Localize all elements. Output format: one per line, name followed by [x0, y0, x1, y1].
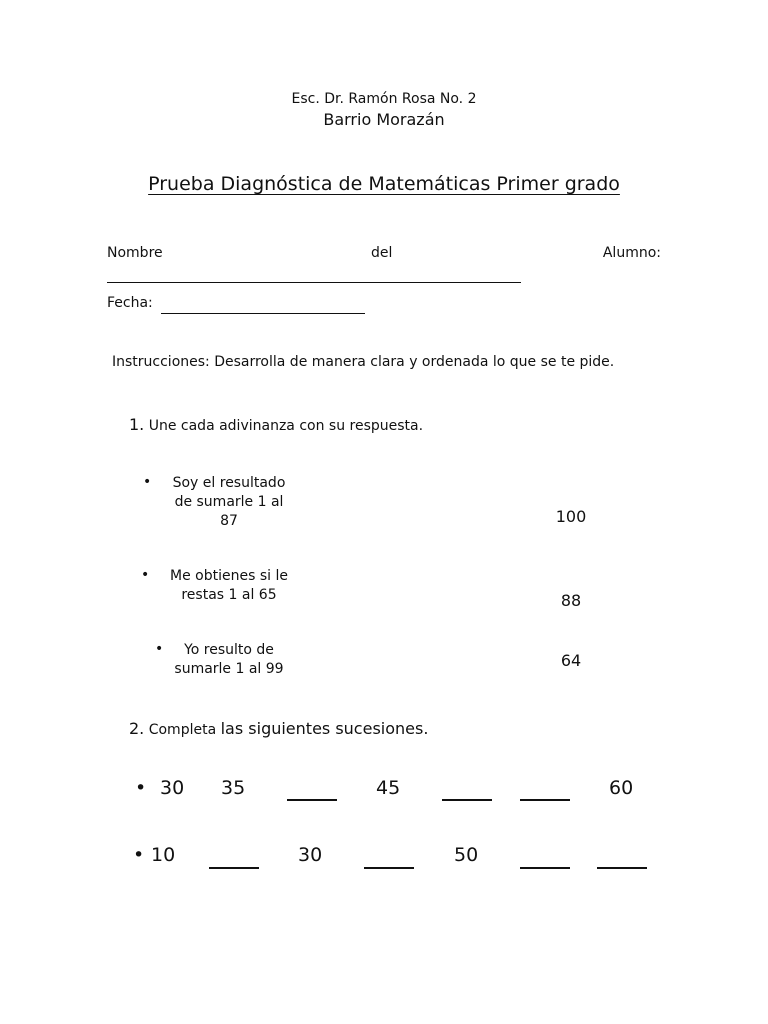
- riddle-2: Me obtienes si le restas 1 al 65: [170, 568, 288, 603]
- question-1-heading: [129, 415, 423, 434]
- sequence-1-blank[interactable]: [287, 799, 337, 801]
- answer-2: 88: [560, 591, 582, 610]
- sequence-2-value: 10: [151, 844, 176, 866]
- riddle-1-bullet: •: [143, 474, 152, 490]
- sequence-1-value: 35: [221, 777, 246, 799]
- document-title-text: Prueba Diagnóstica de Matemáticas Primer grado: [148, 173, 620, 195]
- riddle-3: Yo resulto de sumarle 1 al 99: [174, 642, 284, 677]
- question-2-text-small: Completa: [148, 722, 217, 738]
- school-name: Esc. Dr. Ramón Rosa No. 2: [291, 91, 477, 107]
- date-line[interactable]: [161, 313, 365, 314]
- neighborhood-name: Barrio Morazán: [323, 110, 445, 129]
- sequence-1-value: 60: [609, 777, 634, 799]
- question-2-text-large: las siguientes sucesiones.: [220, 719, 429, 738]
- question-1-number: 1.: [129, 415, 145, 434]
- riddle-3-bullet: •: [155, 641, 164, 657]
- sequence-2-value: 50: [454, 844, 479, 866]
- name-label-word-3: Alumno:: [602, 245, 661, 261]
- name-label-word-2: del: [371, 245, 393, 261]
- instructions: Instrucciones: Desarrolla de manera clara y ordenada lo que se te pide.: [112, 354, 615, 370]
- question-1-text: Une cada adivinanza con su respuesta.: [148, 418, 424, 434]
- sequence-2-value: 30: [298, 844, 323, 866]
- date-label: Fecha:: [107, 295, 153, 311]
- question-2-number: 2.: [129, 719, 145, 738]
- document-title: [0, 173, 768, 195]
- riddle-2-bullet: •: [141, 567, 150, 583]
- sequence-2-blank[interactable]: [364, 867, 414, 869]
- sequence-1-value: 45: [376, 777, 401, 799]
- sequence-2-blank[interactable]: [597, 867, 647, 869]
- sequence-1-bullet: •: [135, 777, 147, 799]
- sequence-1-blank[interactable]: [442, 799, 492, 801]
- sequence-1-value: 30: [160, 777, 185, 799]
- name-label-word-1: Nombre: [107, 245, 163, 261]
- sequence-2-bullet: •: [133, 844, 145, 866]
- answer-3: 64: [560, 651, 582, 670]
- sequence-2-blank[interactable]: [520, 867, 570, 869]
- sequence-1-blank[interactable]: [520, 799, 570, 801]
- answer-1: 100: [555, 507, 587, 526]
- student-name-line[interactable]: [107, 282, 521, 283]
- question-2-heading: [129, 719, 428, 738]
- sequence-2-blank[interactable]: [209, 867, 259, 869]
- riddle-1: Soy el resultado de sumarle 1 al 87: [172, 475, 286, 529]
